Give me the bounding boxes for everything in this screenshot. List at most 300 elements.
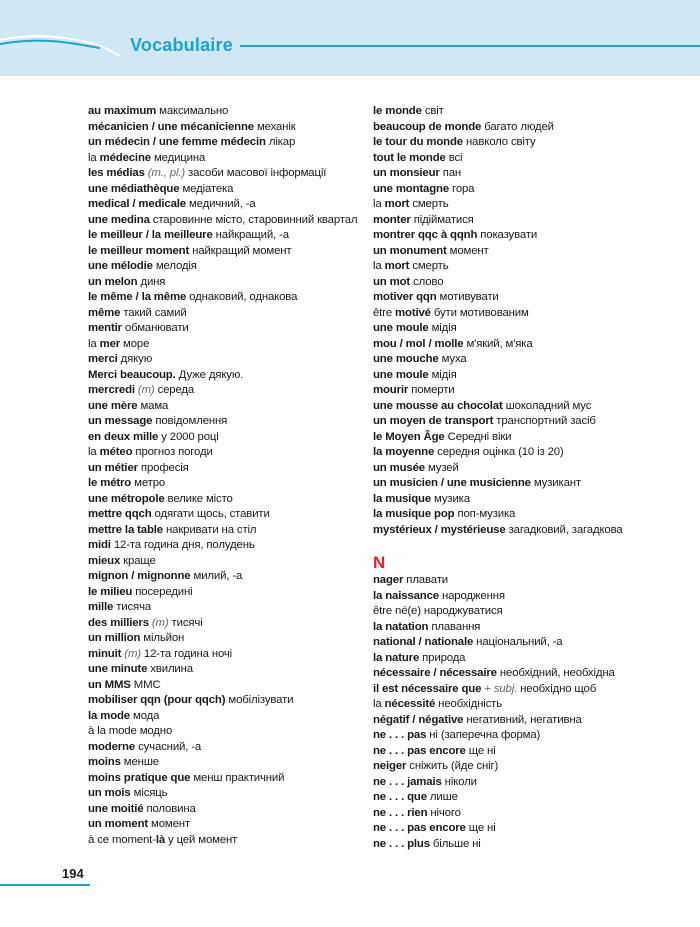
vocab-text: ще ні (465, 744, 496, 757)
vocab-term: un mot (373, 275, 411, 288)
vocab-entry (88, 476, 358, 492)
vocab-text: милий, -а (190, 570, 243, 582)
vocab-term: la mode (88, 709, 130, 722)
vocab-entry (373, 399, 643, 415)
vocab-entry (88, 740, 358, 756)
vocab-entry (373, 368, 643, 384)
vocab-text: тисячі (168, 616, 203, 629)
vocab-entry (373, 151, 643, 167)
grammar-note: (m) (148, 616, 169, 629)
vocab-text: la (88, 446, 100, 458)
vocab-text: лише (426, 791, 458, 803)
vocab-term: des milliers (88, 616, 149, 629)
vocab-term: le tour du monde (373, 136, 463, 148)
vocab-text: мелодія (152, 260, 197, 272)
vocab-entry (373, 589, 643, 605)
vocab-term: méteo (99, 446, 133, 458)
vocab-term: beaucoup de monde (373, 120, 482, 133)
vocab-entry (88, 492, 358, 508)
vocab-entry (88, 259, 358, 275)
vocab-text: необхідно щоб (517, 682, 597, 695)
vocab-text: мотивувати (436, 291, 499, 303)
vocab-text: накривати на стіл (162, 523, 257, 536)
vocab-entry (373, 383, 643, 399)
vocab-term: une mousse au chocolat (373, 399, 503, 412)
letter-heading-n: N (373, 553, 386, 572)
vocab-text: одягати щось, ставити (151, 508, 270, 520)
vocab-text: такий самий (120, 306, 187, 319)
vocab-text: нічого (427, 806, 461, 819)
vocab-entry (88, 600, 358, 616)
vocab-term: ne . . . que (373, 791, 427, 803)
vocab-entry (373, 697, 643, 713)
vocab-text: медичний, -а (185, 198, 256, 210)
vocab-term: médecine (99, 151, 151, 164)
vocab-term: un melon (88, 275, 138, 288)
vocab-term: mille (88, 601, 114, 613)
vocab-entry (88, 228, 358, 244)
vocab-text: Середні віки (444, 430, 512, 443)
vocab-entry (88, 755, 358, 771)
left-column (88, 104, 358, 848)
vocab-entry (88, 383, 358, 399)
vocab-entry (373, 604, 643, 620)
vocab-entry (373, 837, 643, 853)
vocab-entry (373, 713, 643, 729)
vocab-text: la (88, 337, 100, 350)
section-title: Vocabulaire (130, 35, 233, 55)
vocab-term: il est nécessaire que (373, 682, 482, 695)
vocab-entry (88, 538, 358, 554)
vocab-entry (88, 213, 358, 229)
vocab-text: старовинне місто, старовинний квартал (149, 213, 358, 226)
vocab-term: nager (373, 574, 404, 586)
vocab-entry (88, 244, 358, 260)
vocab-entry (88, 647, 358, 663)
vocab-term: mystérieux / mystérieuse (373, 523, 506, 536)
vocab-entry (373, 244, 643, 260)
vocab-text: у 2000 році (158, 430, 219, 443)
vocab-entry (88, 135, 358, 151)
vocab-term: une métropole (88, 492, 165, 505)
vocab-text: la (373, 698, 385, 710)
vocab-term: un million (88, 632, 141, 644)
vocab-term: le Moyen Âge (373, 430, 445, 443)
vocab-term: mettre qqch (88, 508, 152, 520)
vocab-text: середня оцінка (10 із 20) (434, 446, 564, 458)
vocab-entry (373, 759, 643, 775)
vocab-term: neiger (373, 760, 407, 772)
vocab-entry (373, 821, 643, 837)
vocab-term: mobiliser qqn (pour qqch) (88, 694, 226, 706)
vocab-text: 12-та година дня, полудень (110, 539, 255, 551)
vocab-term: la naissance (373, 589, 439, 602)
vocab-term: le même / la même (88, 291, 187, 303)
vocab-entry (373, 682, 643, 698)
vocab-term: même (88, 306, 121, 319)
vocab-term: le meilleur moment (88, 244, 190, 257)
vocab-entry (88, 120, 358, 136)
vocab-entry (373, 135, 643, 151)
vocab-term: mieux (88, 554, 121, 567)
vocab-text: тисяча (113, 601, 152, 613)
vocab-text: шоколадний мус (502, 399, 592, 412)
vocab-term: la moyenne (373, 446, 435, 458)
vocab-term: le métro (88, 477, 132, 489)
vocab-text: мобілізувати (225, 694, 294, 706)
grammar-note: (m) (134, 384, 155, 396)
vocab-term: un message (88, 415, 153, 427)
vocab-entry (88, 399, 358, 415)
vocab-text: професія (137, 461, 189, 474)
vocab-entry (88, 786, 358, 802)
vocab-entry (88, 507, 358, 523)
page-number: 194 (62, 866, 84, 881)
vocab-text: максимально (156, 105, 229, 117)
vocab-term: un moment (88, 818, 149, 830)
vocab-text: la (373, 260, 385, 272)
vocab-text: найкращий, -а (212, 229, 289, 241)
vocab-term: mer (99, 337, 121, 350)
vocab-entry (373, 197, 643, 213)
vocab-entry (373, 523, 643, 539)
vocab-text: померти (408, 384, 455, 396)
vocab-entry (88, 368, 358, 384)
vocab-text: однаковий, однакова (186, 291, 298, 303)
vocab-text: необхідність (435, 698, 503, 710)
vocab-text: світ (421, 105, 444, 117)
vocab-term: mercredi (88, 384, 135, 396)
vocab-entry (88, 445, 358, 461)
vocab-term: moderne (88, 740, 136, 753)
vocab-term: ne . . . pas encore (373, 744, 466, 757)
vocab-entry (373, 166, 643, 182)
vocab-text: à la mode модно (88, 725, 173, 737)
vocab-entry (88, 802, 358, 818)
vocab-text: плавання (428, 620, 481, 633)
vocab-text: менш практичний (190, 771, 285, 784)
vocab-entry (88, 662, 358, 678)
vocab-text: музика (431, 492, 470, 505)
vocab-term: une medina (88, 213, 150, 226)
vocab-entry (373, 213, 643, 229)
vocab-text: метро (131, 477, 166, 489)
vocab-entry (88, 569, 358, 585)
vocab-term: une mélodie (88, 260, 153, 272)
grammar-note: + subj. (481, 682, 518, 695)
vocab-term: tout le monde (373, 151, 446, 164)
vocab-text: краще (120, 554, 156, 567)
vocab-text: 12-та година ночі (140, 647, 233, 660)
vocab-entry (373, 120, 643, 136)
vocab-text: диня (137, 275, 166, 288)
vocab-text: необхідний, необхідна (496, 667, 615, 679)
vocab-term: mignon / mignonne (88, 570, 191, 582)
right-column (373, 104, 643, 852)
vocab-term: nécessité (384, 698, 436, 710)
vocab-text: море (120, 337, 150, 350)
vocab-term: ne . . . pas (373, 729, 427, 741)
vocab-term: au maximum (88, 105, 157, 117)
vocab-term: mécanicien / une mécanicienne (88, 120, 254, 133)
vocab-text: мама (137, 399, 169, 412)
vocab-term: un monument (373, 244, 447, 257)
vocab-text: хвилина (147, 663, 193, 675)
vocab-term: ne . . . plus (373, 837, 430, 850)
vocab-term: un musicien / une musicienne (373, 477, 531, 489)
vocab-text: обманювати (121, 322, 189, 334)
n-entries (373, 573, 643, 852)
vocab-entry (88, 182, 358, 198)
vocab-entry (88, 414, 358, 430)
vocab-term: le monde (373, 105, 422, 117)
vocab-text: мідія (428, 322, 457, 334)
vocab-text: механік (253, 120, 296, 133)
vocab-term: midi (88, 539, 111, 551)
vocab-term: les médias (88, 167, 145, 179)
vocab-text: навколо світу (463, 136, 536, 148)
vocab-entry (88, 104, 358, 120)
vocab-entry (88, 554, 358, 570)
vocab-term: une montagne (373, 182, 450, 195)
vocab-text: être (373, 306, 396, 319)
vocab-entry (88, 321, 358, 337)
vocab-entry (373, 275, 643, 291)
vocab-term: mort (384, 198, 410, 210)
vocab-term: minuit (88, 647, 122, 660)
vocab-entry (88, 197, 358, 213)
vocab-entry (88, 616, 358, 632)
vocab-entry (373, 430, 643, 446)
vocab-text: національний, -а (473, 636, 563, 648)
vocab-text: підійматися (410, 213, 474, 226)
vocab-entry (373, 414, 643, 430)
vocab-text: поп-музика (454, 508, 516, 520)
vocab-text: мільйон (140, 632, 185, 644)
vocab-term: la nature (373, 651, 420, 664)
vocab-entry (373, 461, 643, 477)
vocab-text: смерть (409, 198, 449, 210)
vocab-text: Дуже дякую. (175, 368, 244, 381)
vocab-entry (88, 151, 358, 167)
vocab-text: загадковий, загадкова (505, 523, 623, 536)
vocab-text: повідомлення (152, 415, 228, 427)
vocab-term: mettre la table (88, 523, 163, 536)
vocab-term: mentir (88, 322, 122, 334)
vocab-entry (88, 290, 358, 306)
vocab-text: велике місто (164, 492, 233, 505)
vocab-text: плавати (403, 574, 448, 586)
vocab-text: природа (419, 651, 466, 664)
vocab-entry (373, 337, 643, 353)
vocab-text: la (373, 198, 385, 210)
vocab-entry (373, 321, 643, 337)
vocab-entry (88, 678, 358, 694)
grammar-note: (m) (121, 647, 141, 660)
vocab-entry (373, 806, 643, 822)
vocab-entry (88, 337, 358, 353)
vocab-entry (373, 573, 643, 589)
vocab-text: слово (410, 275, 444, 288)
vocab-term: le meilleur / la meilleure (88, 229, 213, 241)
vocab-entry (373, 290, 643, 306)
vocab-term: une mère (88, 399, 138, 412)
vocab-term: ne . . . pas encore (373, 822, 466, 834)
vocab-term: mort (384, 260, 410, 272)
vocab-text: бути мотивованим (430, 306, 529, 319)
vocab-term: montrer qqc à qqnh (373, 229, 478, 241)
vocab-text: медіатека (179, 182, 234, 195)
vocab-entry (88, 817, 358, 833)
vocab-entry (373, 666, 643, 682)
vocab-term: une médiathèque (88, 182, 180, 195)
vocab-text: лікар (265, 136, 296, 148)
vocab-text: à ce moment- (88, 833, 156, 846)
vocab-term: mourir (373, 384, 409, 396)
header-swoosh-decoration (0, 0, 700, 76)
vocab-term: un moyen de transport (373, 415, 494, 427)
vocab-entry (88, 709, 358, 725)
vocab-entry (88, 430, 358, 446)
vocab-term: un mois (88, 787, 131, 799)
vocab-entry (88, 585, 358, 601)
vocab-entry (373, 259, 643, 275)
vocab-term: merci (88, 353, 118, 365)
vocab-entry (373, 352, 643, 368)
vocab-entry (373, 790, 643, 806)
vocab-text: менше (120, 756, 159, 768)
vocab-term: motiver qqn (373, 291, 437, 303)
footer-rule (0, 884, 90, 886)
vocab-term: une mouche (373, 353, 439, 365)
vocab-entry (88, 306, 358, 322)
vocab-text: медицина (150, 151, 206, 164)
vocab-entry (88, 352, 358, 368)
vocab-term: le milieu (88, 585, 133, 598)
vocab-entry (373, 492, 643, 508)
vocab-term: une moule (373, 322, 429, 334)
vocab-entry (373, 775, 643, 791)
vocab-text: народження (438, 589, 505, 602)
vocab-text: найкращий момент (189, 244, 292, 257)
vocab-text: ММС (130, 678, 161, 691)
vocab-entry (88, 693, 358, 709)
vocab-text: пан (439, 167, 462, 179)
vocab-entry (373, 228, 643, 244)
m-entries (373, 104, 643, 538)
vocab-term: une moitié (88, 802, 144, 815)
vocab-term: un monsieur (373, 167, 440, 179)
vocab-term: un MMS (88, 678, 131, 691)
vocab-term: une moule (373, 368, 429, 381)
vocab-text: прогноз погоди (132, 446, 213, 458)
grammar-note: (m., pl.) (144, 167, 186, 179)
vocab-term: ne . . . rien (373, 806, 428, 819)
vocab-text: половина (143, 802, 196, 815)
vocab-text: гора (449, 182, 475, 195)
vocab-entry (88, 724, 358, 740)
vocab-term: moins (88, 756, 121, 768)
vocab-term: monter (373, 213, 411, 226)
vocab-term: un médecin / une femme médecin (88, 136, 266, 148)
vocab-entry (373, 182, 643, 198)
vocab-text: середа (154, 384, 195, 396)
vocab-term: motivé (395, 306, 431, 319)
vocab-term: la natation (373, 620, 429, 633)
vocab-term: moins pratique que (88, 771, 191, 784)
vocab-text: мідія (428, 368, 457, 381)
vocab-entry (373, 104, 643, 120)
vocab-term: un musée (373, 461, 425, 474)
vocab-text: la (88, 151, 100, 164)
vocab-text: момент (148, 818, 190, 830)
vocab-entry (88, 461, 358, 477)
vocab-entry (373, 620, 643, 636)
vocab-term: ne . . . jamais (373, 775, 442, 788)
vocab-text: негативний, негативна (463, 713, 582, 726)
vocab-text: м'який, м'яка (463, 337, 533, 350)
vocab-entry (373, 728, 643, 744)
vocab-entry (88, 523, 358, 539)
vocab-entry (373, 445, 643, 461)
vocab-term: medical / medicale (88, 198, 186, 210)
vocab-text: показувати (477, 229, 538, 241)
vocab-entry (373, 476, 643, 492)
vocab-text: посередині (132, 585, 193, 598)
vocab-entry (88, 275, 358, 291)
vocab-text: être né(e) народжуватися (373, 605, 503, 617)
vocab-term: une minute (88, 663, 148, 675)
vocab-text: транспортний засіб (493, 415, 596, 427)
vocab-term: Merci beaucoup. (88, 368, 176, 381)
vocab-term: là (155, 833, 166, 846)
vocab-entry (373, 635, 643, 651)
vocab-term: nécessaire / nécessaire (373, 667, 497, 679)
vocab-entry (373, 507, 643, 523)
vocab-entry (88, 631, 358, 647)
vocab-entry (373, 744, 643, 760)
vocab-entry (88, 833, 358, 849)
vocab-term: la musique pop (373, 508, 455, 520)
vocab-text: момент (446, 244, 489, 257)
vocab-text: музикант (530, 477, 581, 489)
vocab-text: місяць (130, 787, 168, 799)
vocab-term: négatif / négative (373, 713, 464, 726)
vocab-text: ще ні (465, 822, 496, 834)
vocab-term: un métier (88, 461, 138, 474)
vocab-term: mou / mol / molle (373, 337, 464, 350)
vocab-term: la musique (373, 492, 432, 505)
vocab-text: засоби масової інформації (185, 167, 327, 179)
vocab-term: national / nationale (373, 636, 474, 648)
vocab-text: музей (424, 461, 459, 474)
vocab-text: ні (заперечна форма) (426, 729, 541, 741)
vocab-text: дякую (117, 353, 153, 365)
vocab-text: сучасний, -а (135, 740, 202, 753)
vocab-text: всі (445, 151, 463, 164)
vocab-entry (373, 651, 643, 667)
vocab-text: муха (438, 353, 467, 365)
vocab-text: мода (130, 709, 160, 722)
vocab-entry (88, 166, 358, 182)
vocab-text: більше ні (429, 837, 481, 850)
vocab-text: сніжить (йде сніг) (406, 760, 499, 772)
vocab-text: багато людей (481, 120, 554, 133)
vocab-term: en deux mille (88, 430, 159, 443)
vocab-text: смерть (409, 260, 449, 272)
vocab-entry (373, 306, 643, 322)
vocab-text: у цей момент (165, 833, 238, 846)
